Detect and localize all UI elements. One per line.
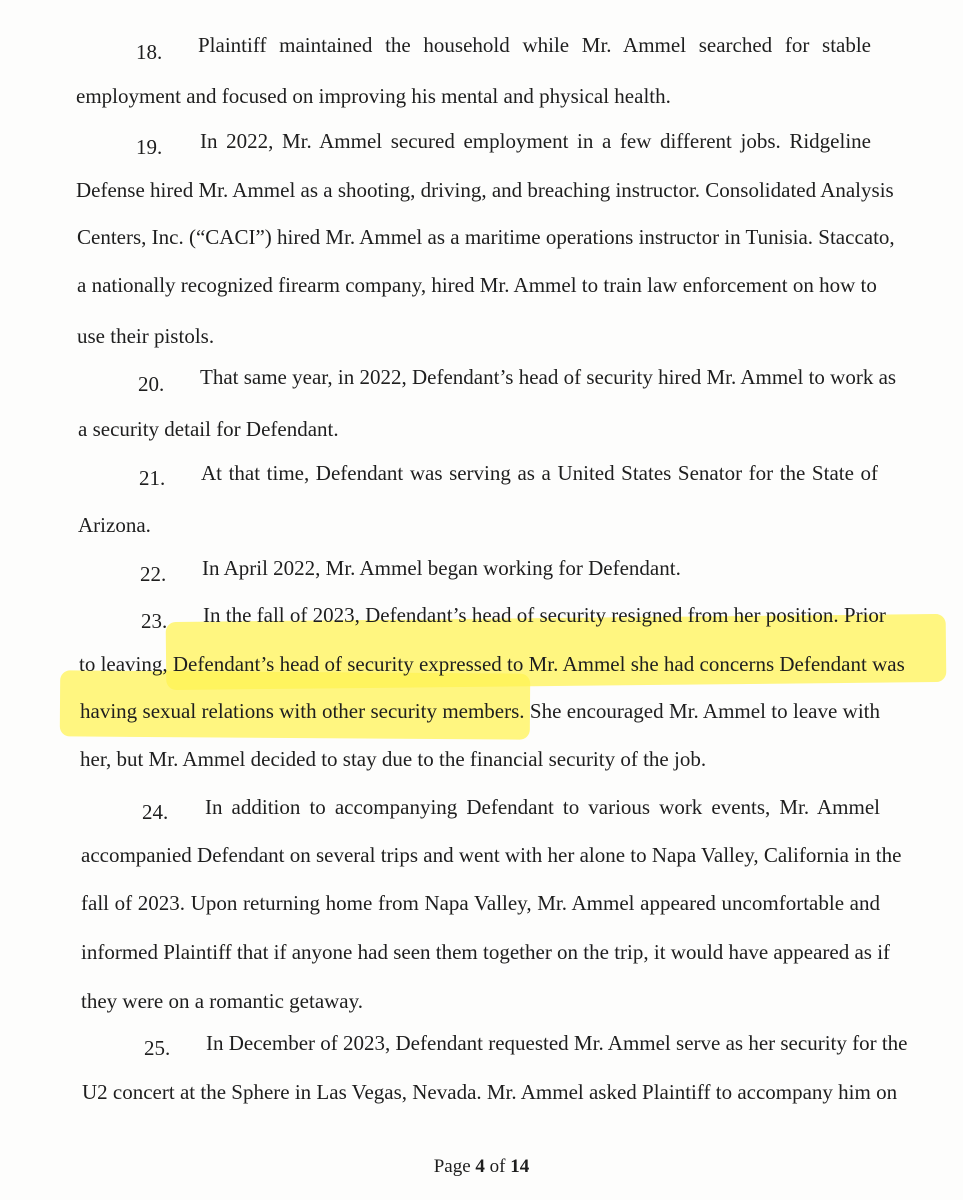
paragraph-line: Defense hired Mr. Ammel as a shooting, driving, and breaching instructor. Consolidated Analysis xyxy=(76,178,894,202)
paragraph-line: having sexual relations with other security members. She encouraged Mr. Ammel to leave with xyxy=(80,699,880,723)
paragraph-number: 22. xyxy=(140,562,167,586)
paragraph-number: 21. xyxy=(139,466,166,490)
paragraph-line: At that time, Defendant was serving as a United States Senator for the State of xyxy=(201,461,878,485)
paragraph-line: In the fall of 2023, Defendant’s head of security resigned from her position. Prior xyxy=(203,603,886,627)
page-current-number: 4 xyxy=(475,1156,485,1177)
paragraph-number: 20. xyxy=(138,372,165,396)
paragraph-number: 19. xyxy=(136,135,163,159)
page-prefix: Page xyxy=(433,1156,476,1177)
paragraph-line: employment and focused on improving his mental and physical health. xyxy=(76,84,671,108)
paragraph-line: In December of 2023, Defendant requested Mr. Ammel serve as her security for the xyxy=(206,1031,908,1055)
paragraph-number: 23. xyxy=(141,609,168,633)
page-indicator xyxy=(0,1156,963,1178)
paragraph-line: accompanied Defendant on several trips and went with her alone to Napa Valley, California in the xyxy=(81,843,902,867)
paragraph-line: Plaintiff maintained the household while Mr. Ammel searched for stable xyxy=(198,33,871,57)
paragraph-line: U2 concert at the Sphere in Las Vegas, Nevada. Mr. Ammel asked Plaintiff to accompany him on xyxy=(82,1080,898,1104)
paragraph-line: In April 2022, Mr. Ammel began working for Defendant. xyxy=(202,556,681,580)
paragraph-number: 18. xyxy=(136,40,163,64)
paragraph-line: That same year, in 2022, Defendant’s head of security hired Mr. Ammel to work as xyxy=(200,365,897,389)
paragraph-number: 25. xyxy=(144,1036,171,1060)
paragraph-line: Centers, Inc. (“CACI”) hired Mr. Ammel as a maritime operations instructor in Tunisia. Staccato, xyxy=(77,225,895,249)
paragraph-line: Arizona. xyxy=(78,513,151,537)
paragraph-line: fall of 2023. Upon returning home from Napa Valley, Mr. Ammel appeared uncomfortable and xyxy=(81,891,880,915)
paragraph-number: 24. xyxy=(142,800,169,824)
paragraph-line: to leaving, Defendant’s head of security expressed to Mr. Ammel she had concerns Defendant was xyxy=(79,652,905,676)
paragraph-line: they were on a romantic getaway. xyxy=(81,989,364,1013)
paragraph-line: a nationally recognized firearm company, hired Mr. Ammel to train law enforcement on how to xyxy=(77,273,877,297)
paragraph-line: her, but Mr. Ammel decided to stay due to the financial security of the job. xyxy=(80,747,707,771)
paragraph-line: In 2022, Mr. Ammel secured employment in a few different jobs. Ridgeline xyxy=(200,129,871,153)
page-separator: of xyxy=(484,1156,511,1177)
paragraph-line: a security detail for Defendant. xyxy=(78,417,339,441)
paragraph-line: use their pistols. xyxy=(77,324,215,348)
paragraph-line: In addition to accompanying Defendant to various work events, Mr. Ammel xyxy=(205,795,880,819)
page-total-number: 14 xyxy=(510,1156,530,1177)
paragraph-line: informed Plaintiff that if anyone had seen them together on the trip, it would have appeared as if xyxy=(81,940,891,964)
